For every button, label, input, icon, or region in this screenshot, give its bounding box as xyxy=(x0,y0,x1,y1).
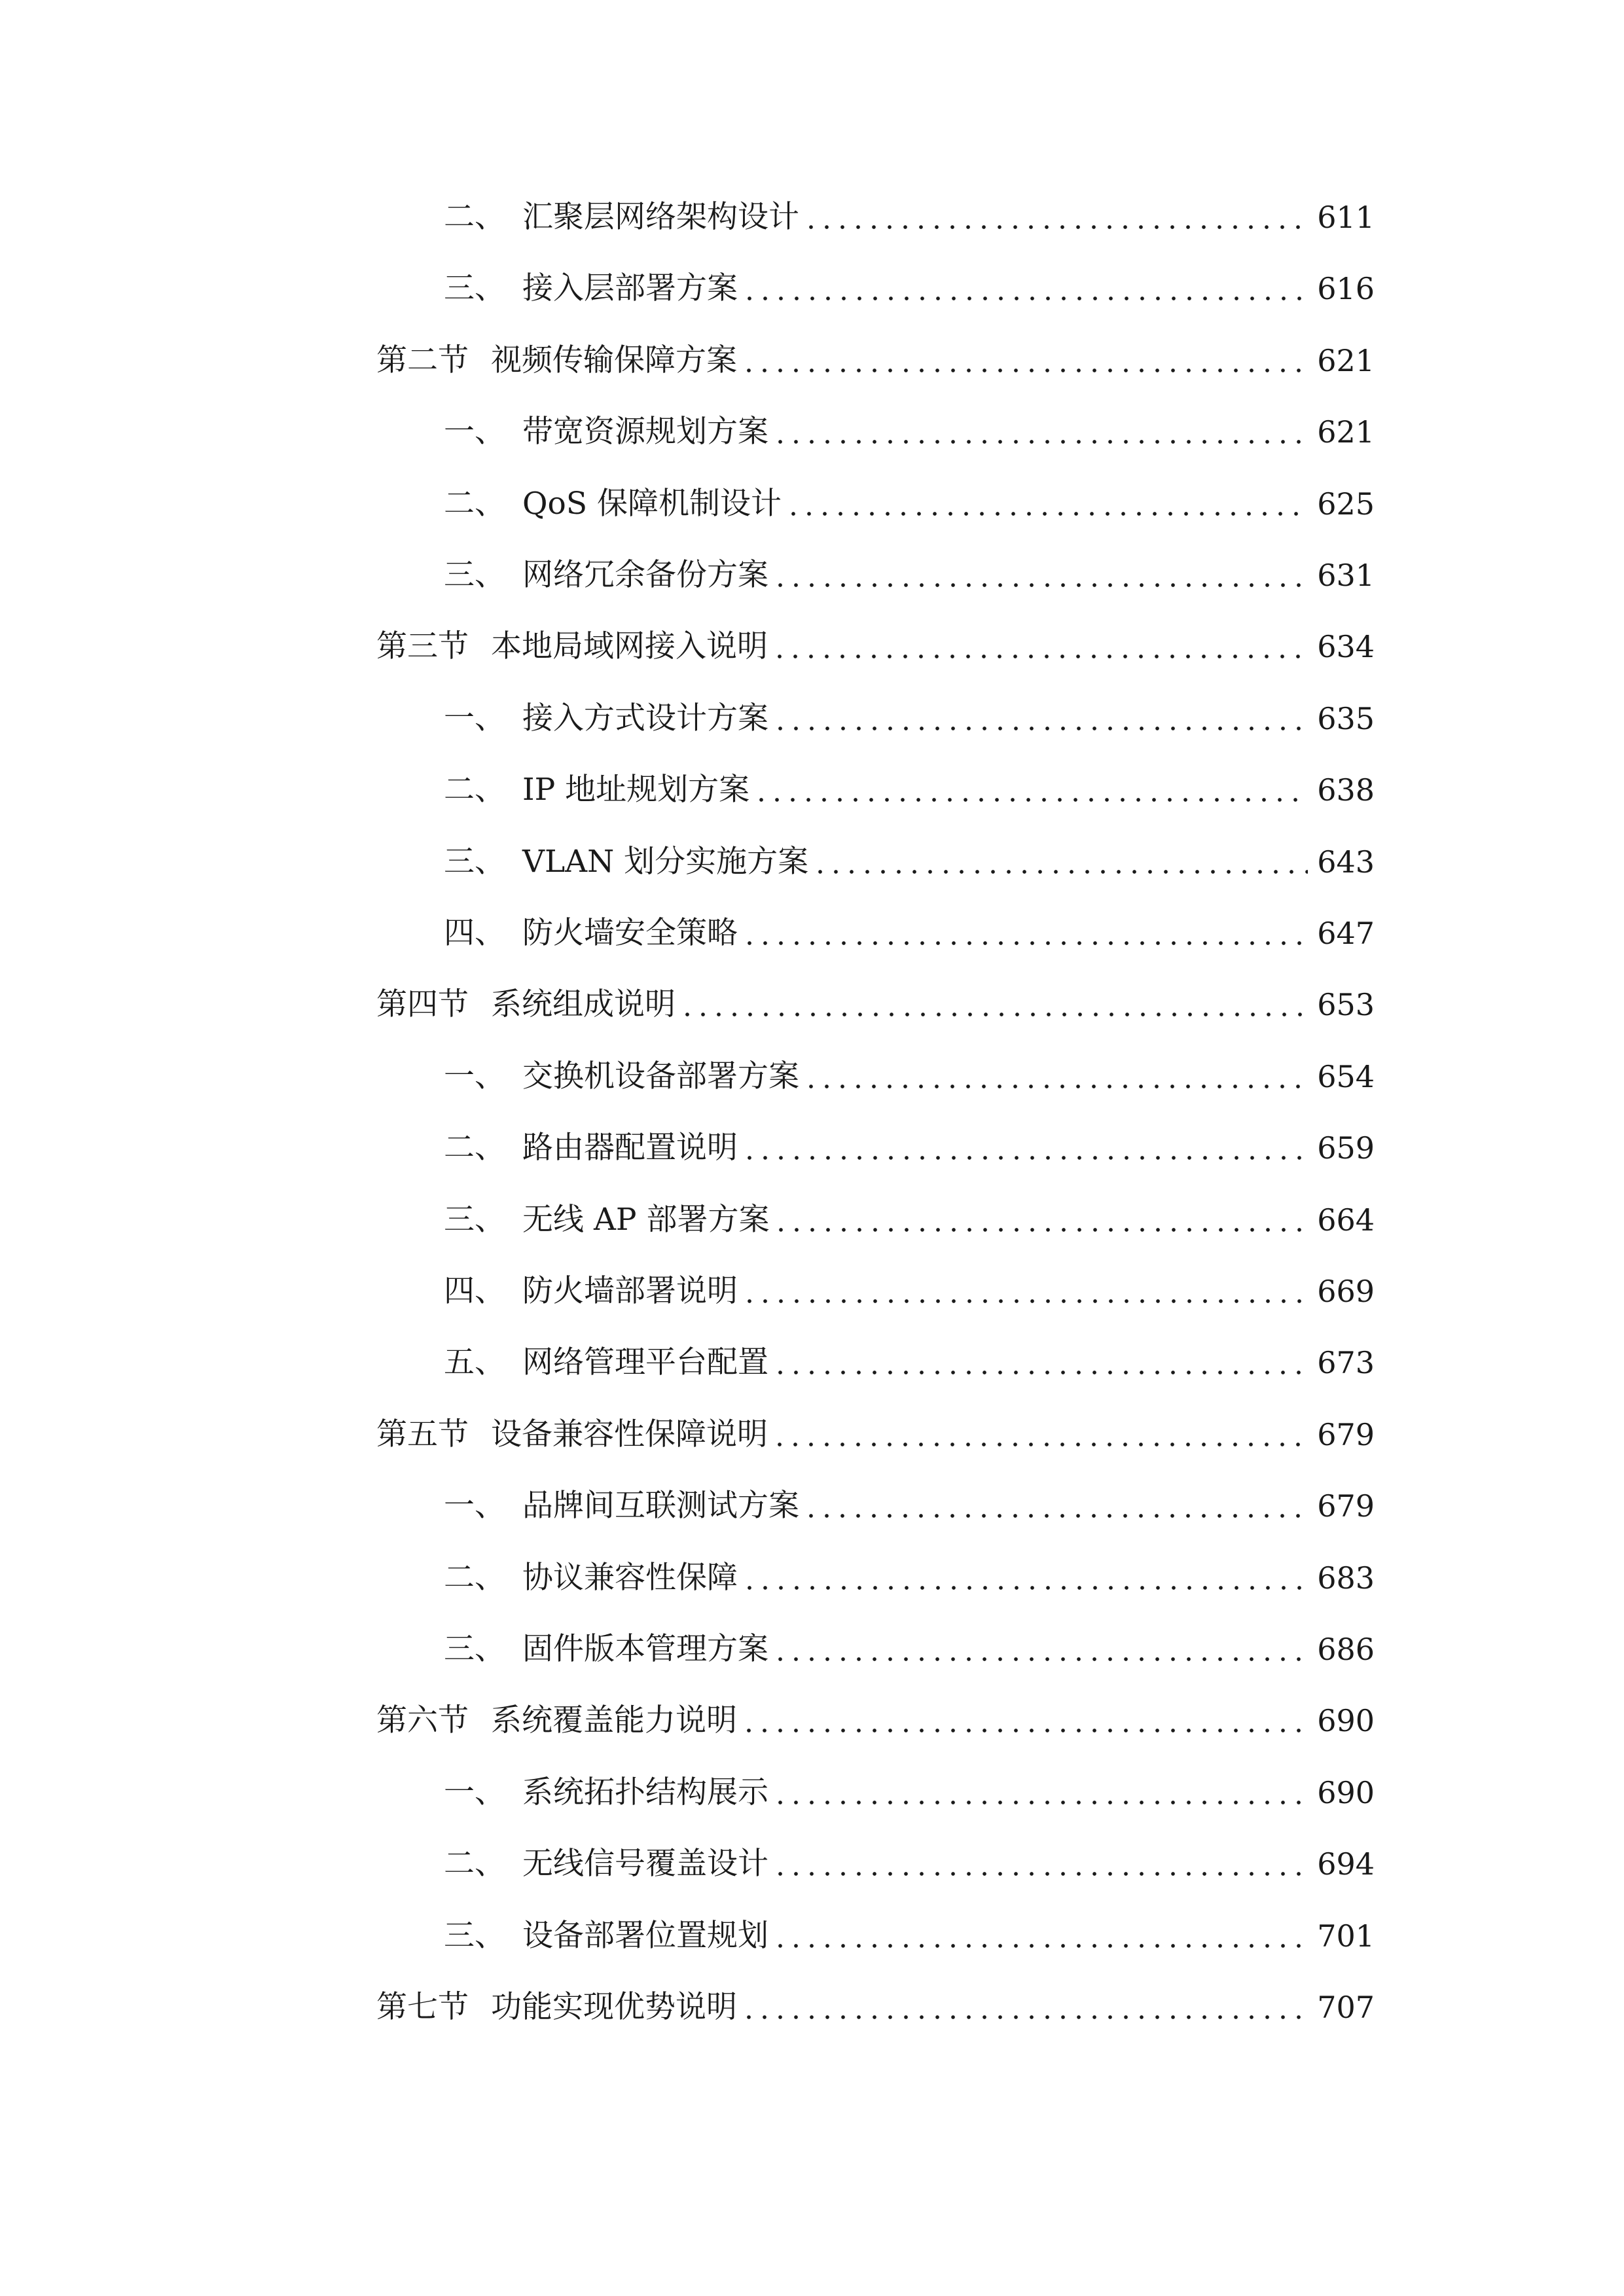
toc-entry-title: IP 地址规划方案 xyxy=(522,772,750,808)
toc-entry-number: 三、 xyxy=(444,843,505,880)
toc-entry-number: 二、 xyxy=(444,485,505,522)
toc-entry-page-number: 659 xyxy=(1317,1130,1375,1166)
toc-section-entry[interactable] xyxy=(376,978,1375,1031)
dot-leader xyxy=(785,512,1308,516)
dot-leader xyxy=(741,368,1308,372)
dot-leader xyxy=(772,583,1308,587)
toc-entry-number: 第七节 xyxy=(376,1989,469,2025)
dot-leader xyxy=(772,726,1308,730)
toc-subsection-entry[interactable] xyxy=(444,191,1375,243)
toc-entry-page-number: 694 xyxy=(1317,1846,1375,1882)
toc-entry-number: 三、 xyxy=(444,557,505,593)
toc-entry-title: 系统组成说明 xyxy=(491,986,676,1023)
toc-subsection-entry[interactable] xyxy=(444,1480,1375,1532)
toc-subsection-entry[interactable] xyxy=(444,1194,1375,1246)
toc-entry-number: 一、 xyxy=(444,1774,505,1810)
toc-entry-title: 功能实现优势说明 xyxy=(491,1989,737,2025)
toc-entry-title: 路由器配置说明 xyxy=(522,1130,738,1166)
toc-entry-title: 固件版本管理方案 xyxy=(522,1631,768,1667)
dot-leader xyxy=(741,1729,1308,1732)
toc-subsection-entry[interactable] xyxy=(444,406,1375,458)
toc-entry-page-number: 673 xyxy=(1317,1345,1375,1381)
dot-leader xyxy=(772,1371,1308,1374)
toc-entry-title: 带宽资源规划方案 xyxy=(522,414,768,450)
toc-entry-page-number: 625 xyxy=(1317,486,1375,522)
toc-entry-title: 无线信号覆盖设计 xyxy=(522,1846,768,1882)
toc-entry-page-number: 616 xyxy=(1317,271,1375,307)
dot-leader xyxy=(742,296,1308,300)
toc-entry-number: 三、 xyxy=(444,1917,505,1954)
toc-entry-page-number: 653 xyxy=(1317,987,1375,1023)
toc-entry-page-number: 634 xyxy=(1317,629,1375,665)
toc-section-entry[interactable] xyxy=(376,620,1375,673)
dot-leader xyxy=(679,1013,1308,1016)
toc-entry-title: 交换机设备部署方案 xyxy=(522,1058,799,1094)
toc-subsection-entry[interactable] xyxy=(444,1050,1375,1103)
toc-entry-title: 无线 AP 部署方案 xyxy=(522,1201,770,1238)
toc-subsection-entry[interactable] xyxy=(444,764,1375,816)
toc-subsection-entry[interactable] xyxy=(444,1910,1375,1962)
toc-entry-title: 汇聚层网络架构设计 xyxy=(522,199,799,235)
toc-subsection-entry[interactable] xyxy=(444,692,1375,745)
toc-subsection-entry[interactable] xyxy=(444,549,1375,601)
toc-subsection-entry[interactable] xyxy=(444,1767,1375,1819)
toc-subsection-entry[interactable] xyxy=(444,1336,1375,1389)
dot-leader xyxy=(741,2015,1308,2019)
toc-entry-number: 第四节 xyxy=(376,986,469,1023)
dot-leader xyxy=(812,870,1308,874)
dot-leader xyxy=(742,1156,1308,1160)
dot-leader xyxy=(772,440,1308,444)
toc-entry-title: 防火墙安全策略 xyxy=(522,915,738,951)
toc-entry-number: 第三节 xyxy=(376,628,469,665)
toc-entry-title: 设备部署位置规划 xyxy=(522,1917,768,1954)
dot-leader xyxy=(772,1801,1308,1804)
toc-entry-page-number: 654 xyxy=(1317,1058,1375,1094)
toc-entry-title: 设备兼容性保障说明 xyxy=(491,1416,768,1452)
toc-entry-title: 网络冗余备份方案 xyxy=(522,557,768,593)
toc-entry-page-number: 664 xyxy=(1317,1202,1375,1238)
toc-entry-number: 三、 xyxy=(444,270,505,307)
toc-entry-title: 系统拓扑结构展示 xyxy=(522,1774,768,1810)
toc-section-entry[interactable] xyxy=(376,1695,1375,1747)
toc-entry-page-number: 611 xyxy=(1317,200,1375,235)
toc-section-entry[interactable] xyxy=(376,1981,1375,2034)
dot-leader xyxy=(773,1228,1308,1232)
dot-leader xyxy=(803,225,1308,229)
toc-entry-title: 本地局域网接入说明 xyxy=(491,628,768,665)
toc-subsection-entry[interactable] xyxy=(444,1552,1375,1604)
toc-entry-number: 三、 xyxy=(444,1631,505,1667)
toc-entry-page-number: 643 xyxy=(1317,844,1375,880)
toc-entry-page-number: 679 xyxy=(1317,1488,1375,1524)
toc-entry-title: 系统覆盖能力说明 xyxy=(491,1702,737,1739)
toc-entry-page-number: 631 xyxy=(1317,558,1375,593)
toc-entry-number: 二、 xyxy=(444,1559,505,1596)
toc-entry-number: 五、 xyxy=(444,1344,505,1381)
dot-leader xyxy=(803,1514,1308,1518)
toc-entry-title: 防火墙部署说明 xyxy=(522,1273,738,1309)
toc-subsection-entry[interactable] xyxy=(444,262,1375,315)
dot-leader xyxy=(772,1944,1308,1948)
toc-entry-number: 二、 xyxy=(444,772,505,808)
dot-leader xyxy=(803,1085,1308,1088)
toc-subsection-entry[interactable] xyxy=(444,1623,1375,1676)
dot-leader xyxy=(772,1657,1308,1661)
toc-subsection-entry[interactable] xyxy=(444,1838,1375,1890)
toc-section-entry[interactable] xyxy=(376,1408,1375,1461)
toc-entry-number: 二、 xyxy=(444,1130,505,1166)
toc-entry-number: 第六节 xyxy=(376,1702,469,1739)
toc-subsection-entry[interactable] xyxy=(444,478,1375,530)
dot-leader xyxy=(772,655,1308,658)
toc-entry-number: 四、 xyxy=(444,915,505,951)
toc-entry-number: 一、 xyxy=(444,1488,505,1524)
toc-entry-title: 视频传输保障方案 xyxy=(491,342,737,378)
toc-entry-page-number: 690 xyxy=(1317,1703,1375,1739)
dot-leader xyxy=(742,1586,1308,1590)
toc-entry-page-number: 621 xyxy=(1317,342,1375,378)
toc-subsection-entry[interactable] xyxy=(444,1265,1375,1318)
toc-entry-title: 接入层部署方案 xyxy=(522,270,738,307)
toc-entry-title: QoS 保障机制设计 xyxy=(522,485,782,522)
toc-entry-number: 一、 xyxy=(444,700,505,736)
toc-entry-page-number: 669 xyxy=(1317,1274,1375,1309)
toc-entry-page-number: 686 xyxy=(1317,1632,1375,1667)
toc-entry-number: 四、 xyxy=(444,1273,505,1309)
toc-entry-number: 第二节 xyxy=(376,342,469,378)
toc-section-entry[interactable] xyxy=(376,334,1375,387)
toc-entry-number: 一、 xyxy=(444,1058,505,1094)
toc-entry-page-number: 638 xyxy=(1317,772,1375,808)
dot-leader xyxy=(772,1443,1308,1446)
toc-entry-number: 二、 xyxy=(444,199,505,235)
toc-entry-page-number: 647 xyxy=(1317,916,1375,951)
toc-entry-page-number: 707 xyxy=(1317,1990,1375,2025)
toc-entry-page-number: 701 xyxy=(1317,1918,1375,1954)
toc-entry-number: 三、 xyxy=(444,1201,505,1238)
toc-entry-title: 接入方式设计方案 xyxy=(522,700,768,736)
dot-leader xyxy=(772,1872,1308,1876)
toc-entry-title: 网络管理平台配置 xyxy=(522,1344,768,1381)
toc-entry-title: 品牌间互联测试方案 xyxy=(522,1488,799,1524)
toc-entry-title: VLAN 划分实施方案 xyxy=(522,843,809,880)
toc-entry-page-number: 683 xyxy=(1317,1560,1375,1596)
toc-entry-number: 一、 xyxy=(444,414,505,450)
toc-entry-number: 第五节 xyxy=(376,1416,469,1452)
toc-subsection-entry[interactable] xyxy=(444,836,1375,888)
toc-entry-page-number: 635 xyxy=(1317,700,1375,736)
dot-leader xyxy=(742,941,1308,945)
toc-entry-number: 二、 xyxy=(444,1846,505,1882)
toc-entry-page-number: 690 xyxy=(1317,1774,1375,1810)
toc-entry-page-number: 621 xyxy=(1317,414,1375,450)
toc-subsection-entry[interactable] xyxy=(444,1122,1375,1174)
toc-subsection-entry[interactable] xyxy=(444,907,1375,960)
dot-leader xyxy=(742,1299,1308,1303)
dot-leader xyxy=(753,798,1308,802)
toc-entry-page-number: 679 xyxy=(1317,1416,1375,1452)
toc-entry-title: 协议兼容性保障 xyxy=(522,1559,738,1596)
